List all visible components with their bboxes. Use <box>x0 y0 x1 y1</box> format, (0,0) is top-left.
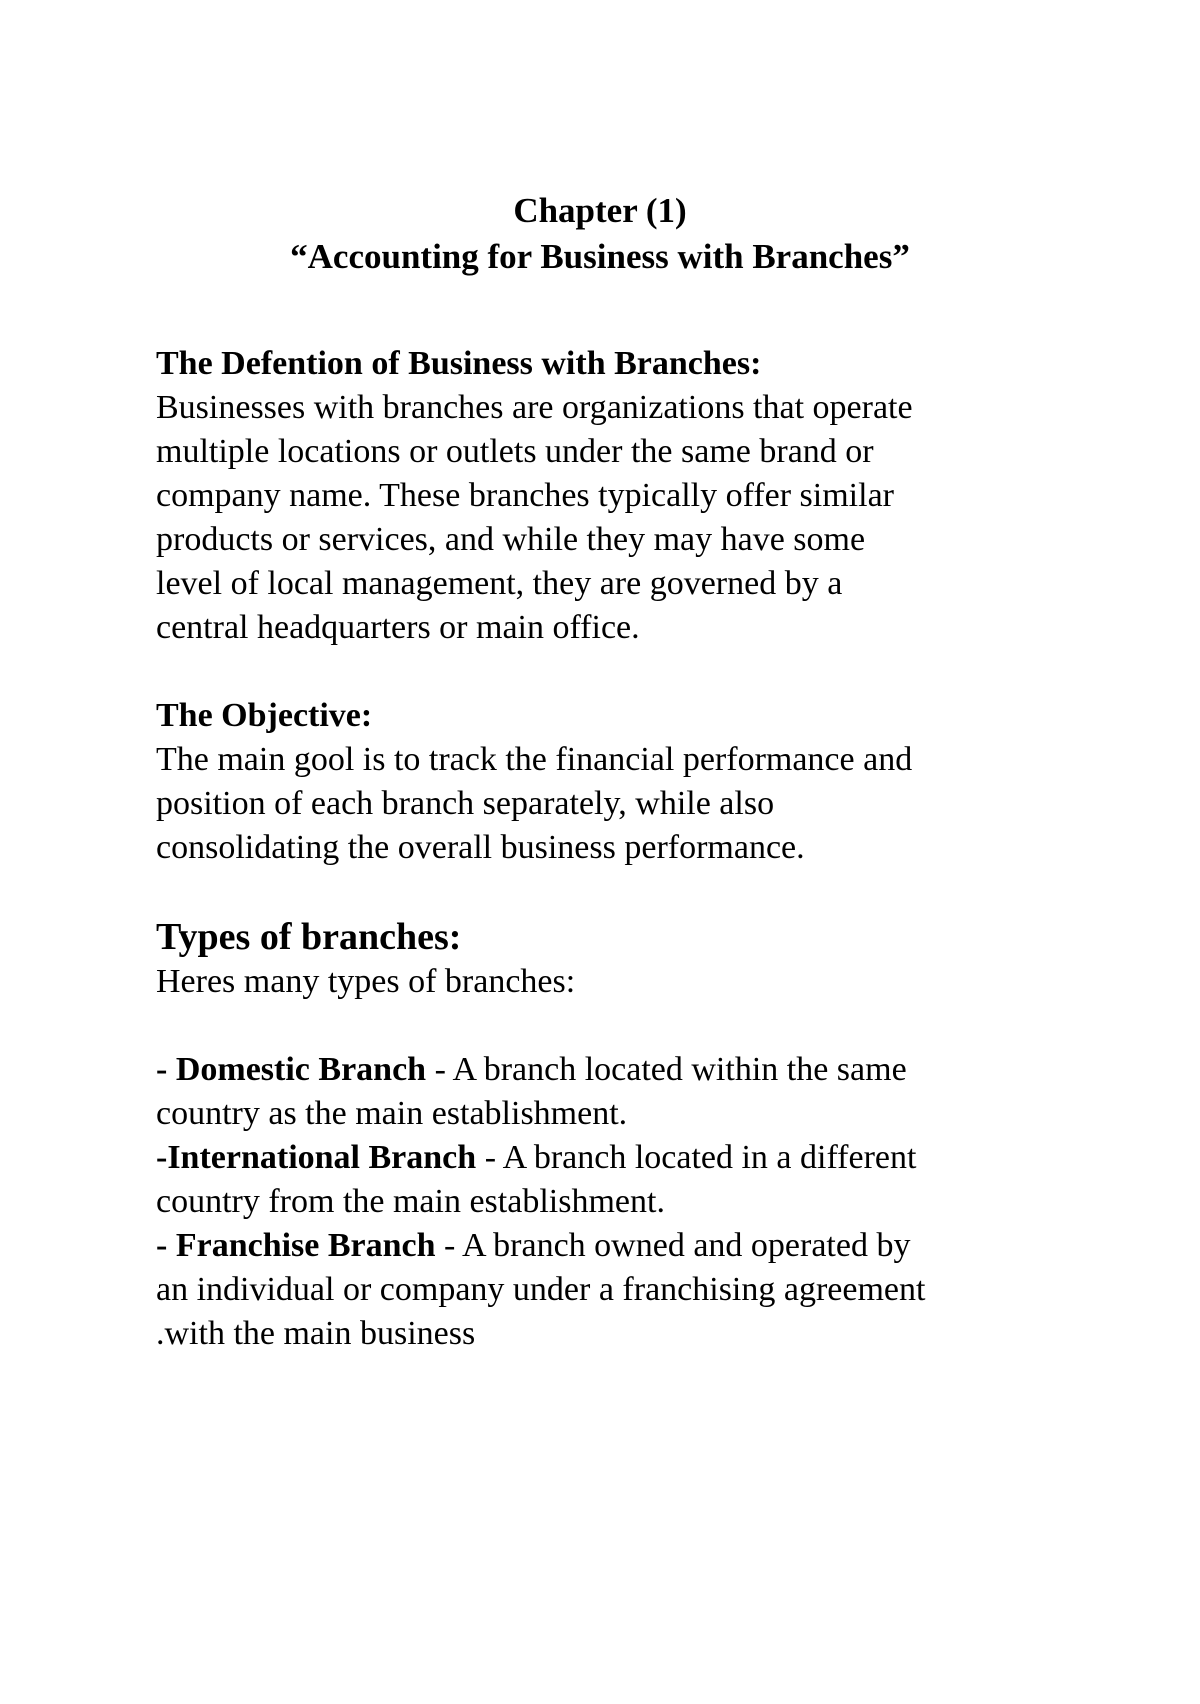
branch-type-item-international <box>156 1136 1056 1224</box>
branch-type-prefix: - <box>156 1139 168 1176</box>
branch-type-name: Domestic Branch <box>175 1051 427 1088</box>
objective-section <box>156 694 1056 870</box>
definition-line: multiple locations or outlets under the same brand or <box>156 433 874 470</box>
title-block <box>0 188 1200 280</box>
objective-line: The main gool is to track the financial performance and <box>156 741 913 778</box>
types-section <box>156 914 1056 1356</box>
branch-type-line <box>156 1136 1056 1180</box>
definition-heading: The Defention of Business with Branches: <box>156 345 762 382</box>
branch-type-desc: country from the main establishment. <box>156 1183 665 1220</box>
branch-type-prefix: - <box>156 1227 176 1264</box>
branch-type-line <box>156 1048 1056 1092</box>
objective-heading: The Objective: <box>156 697 373 734</box>
objective-line: consolidating the overall business performance. <box>156 829 805 866</box>
definition-line: Businesses with branches are organizations that operate <box>156 389 913 426</box>
branch-type-item-franchise <box>156 1224 1056 1356</box>
branch-type-desc: .with the main business <box>156 1315 476 1352</box>
branch-type-prefix: - <box>156 1051 176 1088</box>
branch-type-separator: - <box>426 1051 453 1088</box>
spacer <box>156 1004 1056 1048</box>
spacer <box>156 650 1056 694</box>
branch-type-desc: country as the main establishment. <box>156 1095 628 1132</box>
definition-line: level of local management, they are governed by a <box>156 565 843 602</box>
branch-type-item-domestic <box>156 1048 1056 1136</box>
chapter-number: Chapter (1) <box>513 191 687 230</box>
definition-line: products or services, and while they may have some <box>156 521 866 558</box>
branch-type-desc: A branch located in a different <box>502 1139 917 1176</box>
branch-type-separator: - <box>476 1139 503 1176</box>
chapter-title: “Accounting for Business with Branches” <box>290 237 910 276</box>
branch-type-separator: - <box>435 1227 462 1264</box>
types-intro: Heres many types of branches: <box>156 963 576 1000</box>
definition-line: central headquarters or main office. <box>156 609 640 646</box>
branch-type-desc: A branch located within the same <box>452 1051 907 1088</box>
branch-type-name: International Branch <box>167 1139 477 1176</box>
objective-line: position of each branch separately, while also <box>156 785 775 822</box>
branch-type-desc: A branch owned and operated by <box>462 1227 911 1264</box>
branch-type-name: Franchise Branch <box>175 1227 436 1264</box>
definition-line: company name. These branches typically offer similar <box>156 477 894 514</box>
document-body <box>156 342 1056 1356</box>
branch-type-desc: an individual or company under a franchising agreement <box>156 1271 926 1308</box>
types-heading: Types of branches: <box>156 916 462 958</box>
branch-type-line <box>156 1224 1056 1268</box>
spacer <box>156 870 1056 914</box>
definition-section <box>156 342 1056 650</box>
